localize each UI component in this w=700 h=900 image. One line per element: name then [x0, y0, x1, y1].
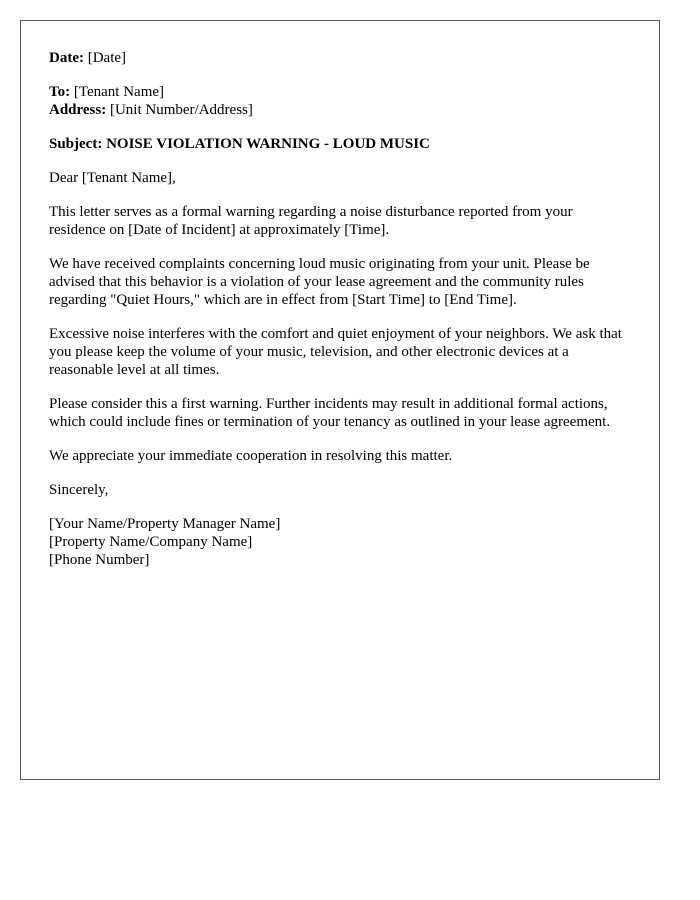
signature-company: [Property Name/Company Name] [49, 534, 253, 550]
signature-block [49, 515, 631, 569]
body-paragraph-2: We have received complaints concerning loud music originating from your unit. Please be advised that this behavior is a violation of your lease agreement and the community rules regarding "Quiet Hours," which are in effect from [Start Time] to [End Time]. [49, 256, 590, 308]
body-paragraph-3: Excessive noise interferes with the comfort and quiet enjoyment of your neighbors. We ask that you please keep the volume of your music, television, and other electronic devices at a reasonable level at all times. [49, 326, 622, 378]
body-paragraph-4: Please consider this a first warning. Further incidents may result in additional formal actions, which could include fines or termination of your tenancy as outlined in your lease agreement. [49, 396, 611, 430]
salutation: Dear [Tenant Name], [49, 170, 176, 186]
to-line [49, 83, 631, 101]
signature-phone: [Phone Number] [49, 552, 150, 568]
date-label: Date: [49, 50, 84, 66]
to-label: To: [49, 84, 71, 100]
closing: Sincerely, [49, 482, 109, 498]
date-value: [Date] [87, 50, 127, 66]
address-line [49, 101, 631, 119]
subject-value: NOISE VIOLATION WARNING - LOUD MUSIC [106, 136, 430, 152]
address-label: Address: [49, 102, 107, 118]
body-paragraph-1: This letter serves as a formal warning regarding a noise disturbance reported from your residence on [Date of Incident] at approximately [Time]. [49, 204, 573, 238]
address-value: [Unit Number/Address] [109, 102, 253, 118]
subject-label: Subject: [49, 136, 103, 152]
to-value: [Tenant Name] [73, 84, 165, 100]
signature-name: [Your Name/Property Manager Name] [49, 516, 281, 532]
date-line [49, 49, 631, 67]
subject-line [49, 135, 631, 153]
letter-document [20, 20, 660, 780]
body-paragraph-5: We appreciate your immediate cooperation in resolving this matter. [49, 448, 453, 464]
